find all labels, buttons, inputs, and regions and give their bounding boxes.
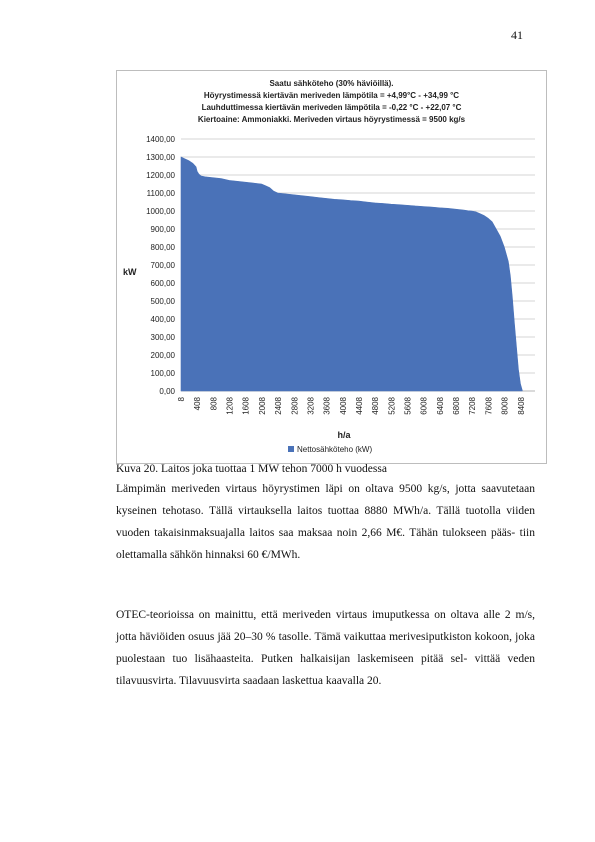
y-tick-label: 800,00 [150, 243, 175, 252]
y-tick-label: 1300,00 [146, 153, 175, 162]
paragraph [116, 478, 535, 566]
chart-title-line: Höyrystimessä kiertävän meriveden lämpötila = +4,99°C - +34,99 °C [203, 91, 460, 100]
y-tick-label: 900,00 [150, 225, 175, 234]
chart-title-line: Saatu sähköteho (30% häviöillä). [269, 79, 394, 88]
x-tick-label: 8008 [500, 397, 510, 415]
x-tick-label: 808 [209, 397, 219, 411]
x-tick-label: 7608 [484, 397, 494, 415]
legend-swatch [288, 446, 294, 452]
y-tick-label: 0,00 [159, 387, 175, 396]
x-tick-label: 2808 [290, 397, 300, 415]
x-tick-label: 4808 [371, 397, 381, 415]
chart-title-line: Lauhduttimessa kiertävän meriveden lämpötila = -0,22 °C - +22,07 °C [201, 103, 462, 112]
x-tick-label: 6008 [419, 397, 429, 415]
x-tick-label: 2008 [257, 397, 267, 415]
x-tick-label: 6408 [435, 397, 445, 415]
y-tick-label: 700,00 [150, 261, 175, 270]
paragraph-line: tiin olettamalla sähkön hinnaksi 60 €/MWh. [116, 527, 535, 561]
paragraph-line: kokoon, joka puolestaan tuo lisähaasteita. Putken halkaisijan laskemiseen pitää sel- [116, 631, 535, 665]
chart-title [117, 78, 546, 126]
x-tick-label: 8 [177, 397, 186, 402]
x-tick-label: 2408 [274, 397, 284, 415]
x-tick-label: 4408 [354, 397, 364, 415]
x-tick-label: 4008 [338, 397, 348, 415]
chart-frame [116, 70, 547, 464]
y-tick-label: 1400,00 [146, 135, 175, 144]
y-tick-label: 1200,00 [146, 171, 175, 180]
y-axis-label: kW [123, 267, 137, 277]
y-tick-label: 500,00 [150, 297, 175, 306]
x-tick-label: 7208 [468, 397, 478, 415]
y-tick-label: 200,00 [150, 351, 175, 360]
x-tick-label: 3208 [306, 397, 316, 415]
x-tick-label: 408 [193, 397, 203, 411]
y-tick-label: 1000,00 [146, 207, 175, 216]
paragraph-line: OTEC-teorioissa on mainittu, että meriveden virtaus imuputkessa on oltava alle 2 [116, 609, 511, 621]
x-axis-label: h/a [337, 430, 351, 440]
chart-svg [117, 71, 546, 463]
area-series-nettosahkoteho [181, 157, 522, 391]
x-tick-label: 3608 [322, 397, 332, 415]
figure-caption: Kuva 20. Laitos joka tuottaa 1 MW tehon 7000 h vuodessa [116, 463, 387, 475]
y-tick-label: 400,00 [150, 315, 175, 324]
paragraph-line: vuoden takaisinmaksuajalla laitos saa maksaa noin 2,66 M€. Tähän tulokseen pääs- [116, 527, 516, 539]
x-tick-label: 6808 [452, 397, 462, 415]
paragraph-line: Lämpimän meriveden virtaus höyrystimen läpi on oltava 9500 kg/s, jotta saavutetaan [116, 483, 535, 495]
area-layer [181, 157, 522, 391]
y-tick-label: 1100,00 [146, 189, 175, 198]
paragraph [116, 604, 535, 692]
x-tick-labels [177, 396, 526, 414]
paragraph-line: vittää veden tilavuusvirta. Tilavuusvirta saadaan laskettua kaavalla 20. [116, 653, 536, 687]
paragraph-line: m/s, jotta häviöiden osuus jää 20–30 % tasolle. Tämä vaikuttaa merivesiputkiston [116, 609, 536, 643]
legend-label: Nettosähköteho (kW) [297, 445, 373, 454]
x-tick-label: 1208 [225, 397, 235, 415]
y-tick-label: 300,00 [150, 333, 175, 342]
y-tick-label: 600,00 [150, 279, 175, 288]
x-tick-label: 8408 [516, 397, 526, 415]
chart-title-line: Kiertoaine: Ammoniakki. Meriveden virtaus höyrystimessä = 9500 kg/s [197, 115, 466, 124]
x-tick-label: 1608 [241, 397, 251, 415]
page-number: 41 [511, 28, 523, 42]
paragraph-line: kyseinen tehotaso. Tällä virtauksella laitos tuottaa 8880 MWh/a. Tällä tuotolla viiden [116, 505, 535, 517]
y-tick-label: 100,00 [150, 369, 175, 378]
x-tick-label: 5608 [403, 397, 413, 415]
y-tick-labels [146, 135, 175, 396]
x-tick-label: 5208 [387, 397, 397, 415]
